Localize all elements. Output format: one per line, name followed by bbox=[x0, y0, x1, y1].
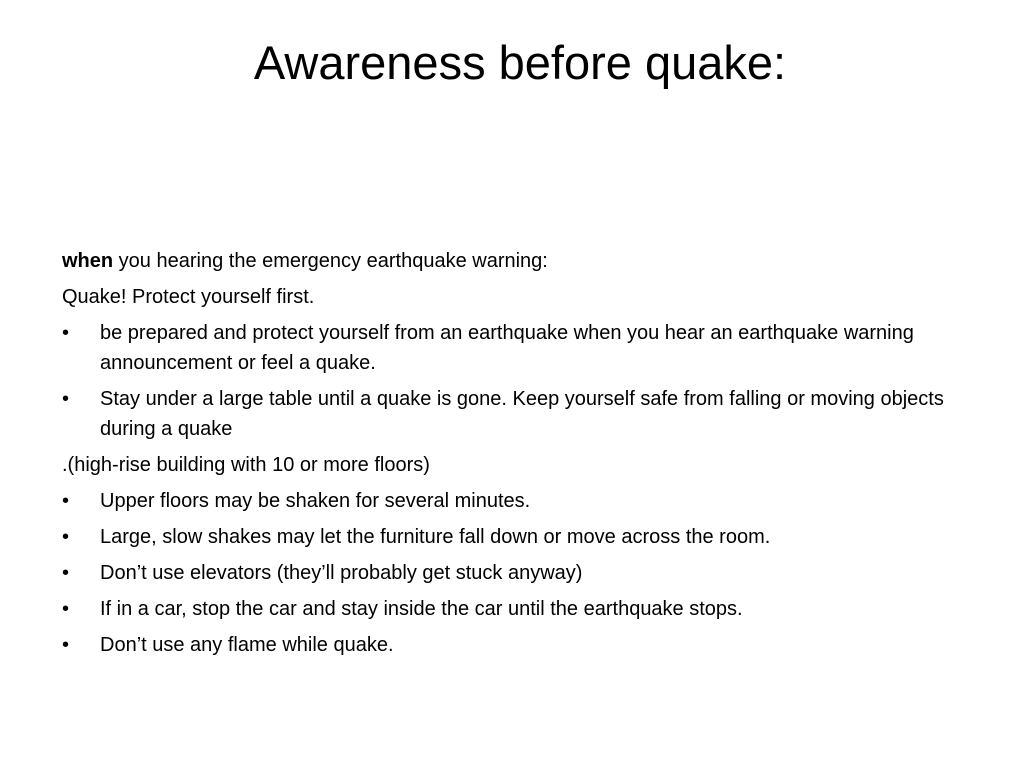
bullet-icon: • bbox=[62, 598, 70, 620]
intro-lead-rest: you hearing the emergency earthquake warning: bbox=[113, 250, 548, 272]
bullet-item bbox=[62, 630, 962, 660]
bullet-icon: • bbox=[62, 562, 70, 584]
bullet-text: Stay under a large table until a quake is gone. Keep yourself safe from falling or moving objects during a quake bbox=[100, 388, 944, 440]
protect-line: Quake! Protect yourself first. bbox=[62, 286, 315, 308]
slide-title: Awareness before quake: bbox=[253, 36, 787, 89]
bullet-icon: • bbox=[62, 634, 70, 656]
intro-line bbox=[62, 246, 962, 276]
bullet-icon: • bbox=[62, 322, 70, 344]
bullet-text: be prepared and protect yourself from an earthquake when you hear an earthquake warning announcement or feel a quake. bbox=[100, 322, 914, 374]
high-rise-line: .(high-rise building with 10 or more floors) bbox=[62, 454, 430, 476]
bullet-item bbox=[62, 558, 962, 588]
bullet-icon: • bbox=[62, 526, 70, 548]
bullet-item bbox=[62, 522, 962, 552]
bullet-item bbox=[62, 486, 962, 516]
slide-body bbox=[62, 246, 962, 666]
bullet-item bbox=[62, 384, 962, 444]
bullet-text: Don’t use elevators (they’ll probably get stuck anyway) bbox=[100, 562, 583, 584]
bullet-text: Large, slow shakes may let the furniture fall down or move across the room. bbox=[100, 526, 771, 548]
bullet-item bbox=[62, 318, 962, 378]
bullet-text: Upper floors may be shaken for several minutes. bbox=[100, 490, 531, 512]
intro-lead-bold: when bbox=[62, 250, 114, 272]
bullet-text: Don’t use any flame while quake. bbox=[100, 634, 394, 656]
bullet-text: If in a car, stop the car and stay inside the car until the earthquake stops. bbox=[100, 598, 743, 620]
bullet-icon: • bbox=[62, 490, 70, 512]
bullet-icon: • bbox=[62, 388, 70, 410]
bullet-item bbox=[62, 594, 962, 624]
